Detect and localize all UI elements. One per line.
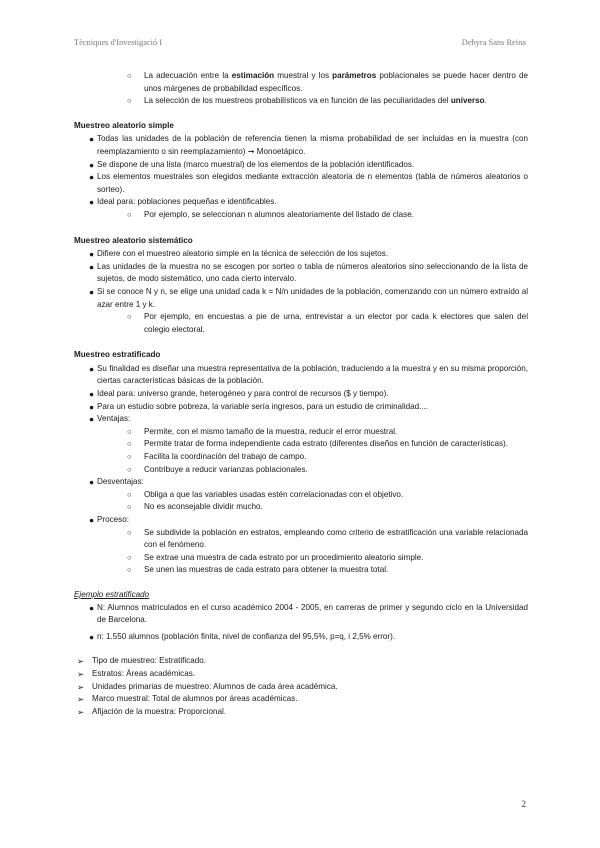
list-item: ○ Permite tratar de forma independiente cada estrato (diferentes diseños en función de características). bbox=[74, 438, 528, 451]
list-item: ● Su finalidad es diseñar una muestra representativa de la población, traduciendo a la muestra y en su misma proporción, ciertas características básicas de la población. bbox=[89, 363, 528, 386]
hollow-bullet-icon: ○ bbox=[127, 439, 132, 449]
hollow-bullet-icon: ○ bbox=[127, 464, 132, 474]
bullet-icon: ● bbox=[89, 286, 95, 297]
list-item: ● Para un estudio sobre pobreza, la variable sería ingresos, para un estudio de criminalidad.... bbox=[89, 401, 429, 412]
hollow-bullet-icon: ○ bbox=[127, 565, 132, 575]
bullet-icon: ● bbox=[89, 159, 95, 170]
list-item: ➢ Marco muestral: Total de alumnos por áreas académicas. bbox=[77, 694, 298, 705]
hollow-bullet-icon: ○ bbox=[127, 502, 132, 512]
list-item: ○ Facilita la coordinación del trabajo de campo. bbox=[74, 451, 528, 464]
list-item: ➢ Estratos: Áreas académicas. bbox=[77, 668, 196, 679]
hollow-bullet-icon: ○ bbox=[127, 452, 132, 462]
list-item: ➢ Tipo de muestreo: Estratificado. bbox=[77, 656, 206, 667]
arrow-bullet-icon: ➢ bbox=[77, 694, 85, 705]
section-title-simple: Muestreo aleatorio simple bbox=[74, 120, 174, 130]
section-title-estratificado: Muestreo estratificado bbox=[74, 350, 161, 360]
list-item: ○ Se subdivide la población en estratos, empleando como criterio de estratificación una variable relacionada con el fenómeno. bbox=[127, 527, 528, 550]
section-title-ejemplo: Ejemplo estratificado bbox=[74, 589, 150, 599]
hollow-bullet-icon: ○ bbox=[127, 426, 132, 436]
list-item: ○ La selección de los muestreos probabilísticos va en función de las peculiaridades del universo. bbox=[74, 95, 528, 108]
bullet-icon: ● bbox=[89, 363, 95, 374]
page-content bbox=[74, 70, 528, 718]
list-item: ○ Por ejemplo, se seleccionan n alumnos aleatoriamente del listado de clase. bbox=[74, 209, 528, 222]
list-item: ● Ideal para: poblaciones pequeñas e identificables. bbox=[89, 197, 277, 208]
list-item: ● n: 1.550 alumnos (población finita, nivel de confianza del 95,5%, p=q, i 2,5% error). bbox=[89, 631, 396, 642]
bullet-icon: ● bbox=[89, 477, 95, 488]
list-item: ○ Se unen las muestras de cada estrato para obtener la muestra total. bbox=[74, 564, 528, 577]
bullet-icon: ● bbox=[89, 414, 95, 425]
arrow-bullet-icon: ➢ bbox=[77, 681, 85, 692]
list-item: ○ No es aconsejable dividir mucho. bbox=[74, 501, 528, 514]
list-item: ● Todas las unidades de la población de referencia tienen la misma probabilidad de ser incluidas en la muestra (con reemplazamiento o sin reemplazamiento) ➞ Monoetápico. bbox=[89, 134, 528, 156]
hollow-bullet-icon: ○ bbox=[127, 527, 132, 537]
bullet-icon: ● bbox=[89, 172, 95, 183]
bold-term: parámetros bbox=[332, 71, 377, 80]
list-item: ● Las unidades de la muestra no se escogen por sorteo o tabla de números aleatorios sino seleccionando de la lista de sujetos, de modo sistemático, uno cada cierto intervalo. bbox=[89, 261, 528, 284]
bold-term: universo bbox=[450, 96, 485, 106]
list-item: ● Si se conoce N y n, se elige una unidad cada k = N/n unidades de la población, comenzando con un número extraído al azar entre 1 y k. bbox=[89, 286, 528, 309]
section-title-sistematico: Muestreo aleatorio sistemático bbox=[74, 235, 193, 245]
list-item: ● Se dispone de una lista (marco muestral) de los elementos de la población identificados. bbox=[89, 159, 415, 170]
hollow-bullet-icon: ○ bbox=[127, 489, 132, 499]
header-course-title: Tècniques d'Investigació I bbox=[74, 38, 163, 47]
list-item: ○ La adecuación entre la estimación muestral y los parámetros poblacionales se puede hacer dentro de unos márgenes de probabilidad específicos. bbox=[127, 71, 528, 93]
list-item: ○ Obliga a que las variables usadas estén correlacionadas con el objetivo. bbox=[74, 489, 528, 502]
bullet-icon: ● bbox=[89, 134, 95, 145]
bullet-icon: ● bbox=[89, 401, 95, 412]
list-item: ○ Se extrae una muestra de cada estrato por un procedimiento aleatorio simple. bbox=[74, 552, 528, 565]
arrow-bullet-icon: ➢ bbox=[77, 668, 85, 679]
bullet-icon: ● bbox=[89, 515, 95, 525]
bullet-icon: ● bbox=[89, 261, 95, 272]
hollow-bullet-icon: ○ bbox=[127, 312, 132, 322]
bullet-icon: ● bbox=[89, 631, 95, 642]
arrow-bullet-icon: ➢ bbox=[77, 706, 85, 717]
bullet-icon: ● bbox=[89, 602, 95, 613]
bold-term: estimación bbox=[231, 71, 275, 80]
list-item: ● Difiere con el muestreo aleatorio simple en la técnica de selección de los sujetos. bbox=[89, 249, 389, 260]
hollow-bullet-icon: ○ bbox=[127, 209, 132, 219]
bullet-icon: ● bbox=[89, 389, 95, 400]
arrow-bullet-icon: ➢ bbox=[77, 656, 85, 667]
header-author: Dehyra Sans Reina bbox=[461, 38, 526, 47]
list-item: ● Ideal para: universo grande, heterogéneo y para control de recursos ($ y tiempo). bbox=[89, 389, 389, 400]
list-item: ➢ Unidades primarias de muestreo: Alumnos de cada área académica. bbox=[77, 681, 338, 692]
list-item: ● Proceso: bbox=[89, 515, 129, 525]
page-number: 2 bbox=[521, 799, 526, 809]
list-item: ● N: Alumnos matriculados en el curso académico 2004 - 2005, en carreras de primer y segundo ciclo en la Universidad de Barcelona. bbox=[89, 602, 528, 625]
list-item: ○ Contribuye a reducir varianzas poblacionales. bbox=[74, 464, 528, 477]
bullet-icon: ● bbox=[89, 249, 95, 260]
list-item: ● Ventajas: bbox=[89, 414, 131, 425]
hollow-bullet-icon: ○ bbox=[127, 71, 132, 80]
list-item: ○ Permite, con el mismo tamaño de la muestra, reducir el error muestral. bbox=[74, 426, 528, 439]
list-item: ● Desventajas: bbox=[89, 477, 144, 488]
list-item: ➢ Afijación de la muestra: Proporcional. bbox=[77, 706, 227, 717]
list-item: ● Los elementos muestrales son elegidos mediante extracción aleatoria de n elementos (tabla de números aleatorios o sorteo). bbox=[89, 172, 528, 194]
bullet-icon: ● bbox=[89, 197, 95, 208]
hollow-bullet-icon: ○ bbox=[127, 96, 132, 106]
list-item: ○ Por ejemplo, en encuestas a pie de urna, entrevistar a un elector por cada k electores que salen del colegio electoral. bbox=[127, 312, 528, 334]
hollow-bullet-icon: ○ bbox=[127, 552, 132, 562]
